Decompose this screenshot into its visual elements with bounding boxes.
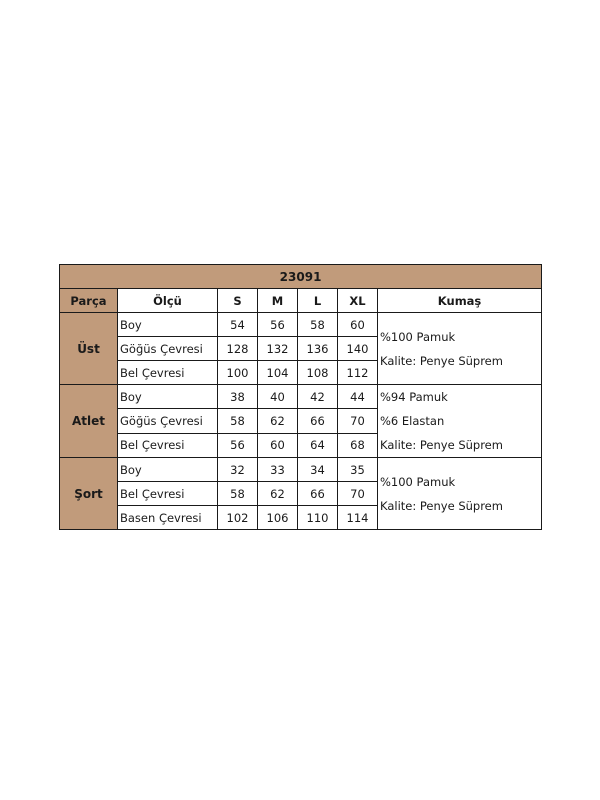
size-value: 70: [338, 482, 378, 506]
fabric-info-atlet: [378, 385, 542, 458]
size-value: 38: [218, 385, 258, 409]
measure-label: Boy: [118, 458, 218, 482]
part-label-atlet: Atlet: [60, 385, 118, 458]
size-value: 66: [298, 482, 338, 506]
measure-label: Basen Çevresi: [118, 506, 218, 530]
header-part: Parça: [60, 289, 118, 313]
header-fabric: Kumaş: [378, 289, 542, 313]
measure-label: Göğüs Çevresi: [118, 337, 218, 361]
size-value: 58: [218, 409, 258, 433]
fabric-line: %6 Elastan: [380, 414, 445, 428]
size-value: 136: [298, 337, 338, 361]
size-value: 32: [218, 458, 258, 482]
table-row: [60, 313, 542, 337]
measure-label: Bel Çevresi: [118, 433, 218, 457]
size-value: 104: [258, 361, 298, 385]
fabric-line: Kalite: Penye Süprem: [380, 353, 503, 368]
size-value: 42: [298, 385, 338, 409]
size-value: 100: [218, 361, 258, 385]
size-value: 33: [258, 458, 298, 482]
fabric-info-sort: [378, 458, 542, 530]
size-value: 128: [218, 337, 258, 361]
header-row: [60, 289, 542, 313]
header-measure: Ölçü: [118, 289, 218, 313]
size-value: 64: [298, 433, 338, 457]
size-value: 40: [258, 385, 298, 409]
size-value: 35: [338, 458, 378, 482]
measure-label: Bel Çevresi: [118, 482, 218, 506]
size-value: 114: [338, 506, 378, 530]
size-value: 44: [338, 385, 378, 409]
size-value: 56: [258, 313, 298, 337]
size-value: 56: [218, 433, 258, 457]
header-size-l: L: [298, 289, 338, 313]
product-code: 23091: [60, 265, 542, 289]
part-label-ust: Üst: [60, 313, 118, 385]
size-value: 66: [298, 409, 338, 433]
size-value: 58: [298, 313, 338, 337]
fabric-line: %94 Pamuk: [380, 390, 448, 404]
title-row: [60, 265, 542, 289]
measure-label: Bel Çevresi: [118, 361, 218, 385]
size-value: 60: [258, 433, 298, 457]
size-value: 34: [298, 458, 338, 482]
fabric-line: %100 Pamuk: [380, 329, 456, 344]
measure-label: Boy: [118, 385, 218, 409]
header-size-s: S: [218, 289, 258, 313]
size-value: 62: [258, 409, 298, 433]
size-value: 140: [338, 337, 378, 361]
size-value: 70: [338, 409, 378, 433]
size-value: 58: [218, 482, 258, 506]
header-size-m: M: [258, 289, 298, 313]
fabric-info-ust: [378, 313, 542, 385]
size-value: 62: [258, 482, 298, 506]
size-value: 106: [258, 506, 298, 530]
size-value: 54: [218, 313, 258, 337]
fabric-line: %100 Pamuk: [380, 474, 456, 489]
size-value: 108: [298, 361, 338, 385]
size-value: 102: [218, 506, 258, 530]
measure-label: Boy: [118, 313, 218, 337]
table-row: [60, 458, 542, 482]
measure-label: Göğüs Çevresi: [118, 409, 218, 433]
header-size-xl: XL: [338, 289, 378, 313]
size-value: 60: [338, 313, 378, 337]
table-row: [60, 385, 542, 409]
size-value: 110: [298, 506, 338, 530]
size-chart-table: [59, 264, 542, 530]
size-value: 132: [258, 337, 298, 361]
size-value: 68: [338, 433, 378, 457]
fabric-line: Kalite: Penye Süprem: [380, 438, 503, 452]
part-label-sort: Şort: [60, 458, 118, 530]
fabric-line: Kalite: Penye Süprem: [380, 498, 503, 513]
size-value: 112: [338, 361, 378, 385]
